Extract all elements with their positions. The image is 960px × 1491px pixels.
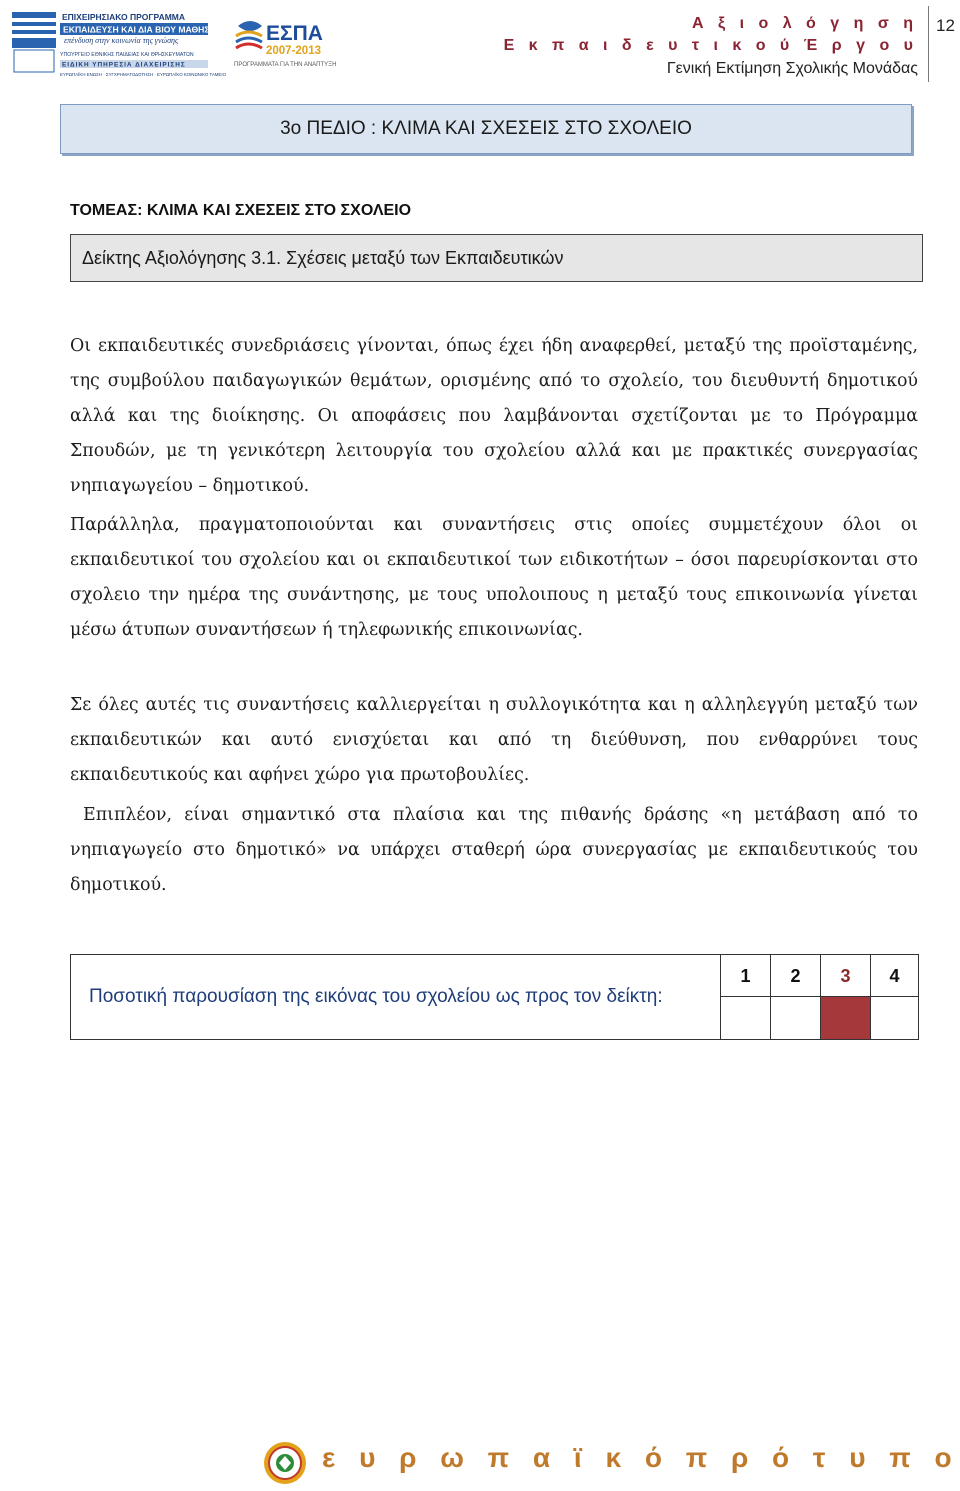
paragraph: Σε όλες αυτές τις συναντήσεις καλλιεργείται η συλλογικότητα και η αλληλεγγύη μεταξύ των εκπαιδευτικών και αυτό ενισχύεται και από τη διεύθυνση, που ενθαρρύνει τους εκπαιδευτικούς και αφήνει χώρο για πρωτοβουλίες. [70,695,918,785]
indicator-box [70,234,923,282]
rating-box [871,997,918,1039]
espa-logo-caption: ΠΡΟΓΡΑΜΜΑΤΑ ΓΙΑ ΤΗΝ ΑΝΑΠΤΥΞΗ [234,62,337,68]
paragraph-4-container [70,798,918,903]
rating-box-selected [821,997,871,1039]
paragraph: Παράλληλα, πραγματοποιούνται και συναντήσεις στις οποίες συμμετέχουν όλοι οι εκπαιδευτικοί του σχολείου και οι εκπαιδευτικοί των ειδικοτήτων – όσοι παρευρίσκονται στο σχολειο την ημέρα της συνάντησης, με τους υπολοιπους η μεταξύ τους επικοινωνία γίνεται μέσω άτυπων συναντήσεων ή τηλεφωνικής επικοινωνίας. [70,515,918,640]
rating-scale-number: 4 [871,955,918,997]
header-title-line1: Α ξ ι ο λ ό γ η σ η [692,15,918,32]
rating-label: Ποσοτική παρουσίαση της εικόνας του σχολείου ως προς τον δείκτη: [89,986,663,1007]
indicator-label: Δείκτης Αξιολόγησης 3.1. Σχέσεις μεταξύ των Εκπαιδευτικών [82,248,564,268]
field-heading-box [60,104,912,154]
rating-scale-number: 2 [771,955,821,997]
paragraph-3-container [70,688,918,793]
program-logo-line6: ΕΥΡΩΠΑΪΚΗ ΕΝΩΣΗ · ΣΥΓΧΡΗΜΑΤΟΔΟΤΗΣΗ · ΕΥΡΩΠΑΪΚΟ ΚΟΙΝΩΝΙΚΟ ΤΑΜΕΙΟ [60,72,226,77]
field-heading: 3ο ΠΕΔΙΟ : ΚΛΙΜΑ ΚΑΙ ΣΧΕΣΕΙΣ ΣΤΟ ΣΧΟΛΕΙΟ [280,118,692,139]
rating-box [771,997,821,1039]
rating-scale-number: 3 [821,955,871,997]
header-divider [928,6,929,82]
header-title-line2: Ε κ π α ι δ ε υ τ ι κ ο ύ Έ ρ γ ο υ [503,37,918,54]
espa-logo-years: 2007-2013 [266,45,321,57]
paragraph: Οι εκπαιδευτικές συνεδριάσεις γίνονται, όπως έχει ήδη αναφερθεί, μεταξύ της προϊσταμένης, της συμβούλου παιδαγωγικών θεμάτων, ορισμένης από το σχολείο, του διευθυντή δημοτικού αλλά και της διοίκησης. Οι αποφάσεις που λαμβάνονται σχετίζονται με το Πρόγραμμα Σπουδών, με τη γενικότερη λειτουργία του σχολείου αλλά και με πρακτικές συνεργασίας νηπιαγωγείου – δημοτικού. [70,336,918,496]
rating-scale-number: 1 [721,955,771,997]
paragraph-2-container [70,508,918,648]
program-logo-line4: ΥΠΟΥΡΓΕΙΟ ΕΘΝΙΚΗΣ ΠΑΙΔΕΙΑΣ ΚΑΙ ΘΡΗΣΚΕΥΜΑΤΩΝ [60,52,194,58]
espa-logo-title: ΕΣΠΑ [266,22,323,45]
program-logo-line1: ΕΠΙΧΕΙΡΗΣΙΑΚΟ ΠΡΟΓΡΑΜΜΑ [62,12,186,22]
sector-label: ΤΟΜΕΑΣ: ΚΛΙΜΑ ΚΑΙ ΣΧΕΣΕΙΣ ΣΤΟ ΣΧΟΛΕΙΟ [70,202,412,219]
paragraph-1-container [70,329,918,504]
header-subtitle: Γενική Εκτίμηση Σχολικής Μονάδας [666,60,918,77]
page-number: 12 [936,16,955,35]
program-logo-line2: ΕΚΠΑΙΔΕΥΣΗ ΚΑΙ ΔΙΑ ΒΙΟΥ ΜΑΘΗΣΗ [63,24,216,35]
rating-scale [720,955,918,1039]
rating-table [70,954,919,1040]
program-logo-line5: ΕΙΔΙΚΗ ΥΠΗΡΕΣΙΑ ΔΙΑΧΕΙΡΙΣΗΣ [62,61,186,69]
footer-tagline: ε υ ρ ω π α ϊ κ ό π ρ ό τ υ π ο [322,1442,960,1473]
espa-logo [232,14,337,80]
rating-box [721,997,771,1039]
program-logo [12,8,226,80]
paragraph: Επιπλέον, είναι σημαντικό στα πλαίσια και της πιθανής δράσης «η μετάβαση από το νηπιαγωγείο στο δημοτικό» να υπάρχει σταθερή ώρα συνεργασίας με εκπαιδευτικούς του δημοτικού. [70,805,918,895]
european-model-seal-icon [258,1440,312,1486]
program-logo-line3: επένδυση στην κοινωνία της γνώσης [64,36,179,45]
